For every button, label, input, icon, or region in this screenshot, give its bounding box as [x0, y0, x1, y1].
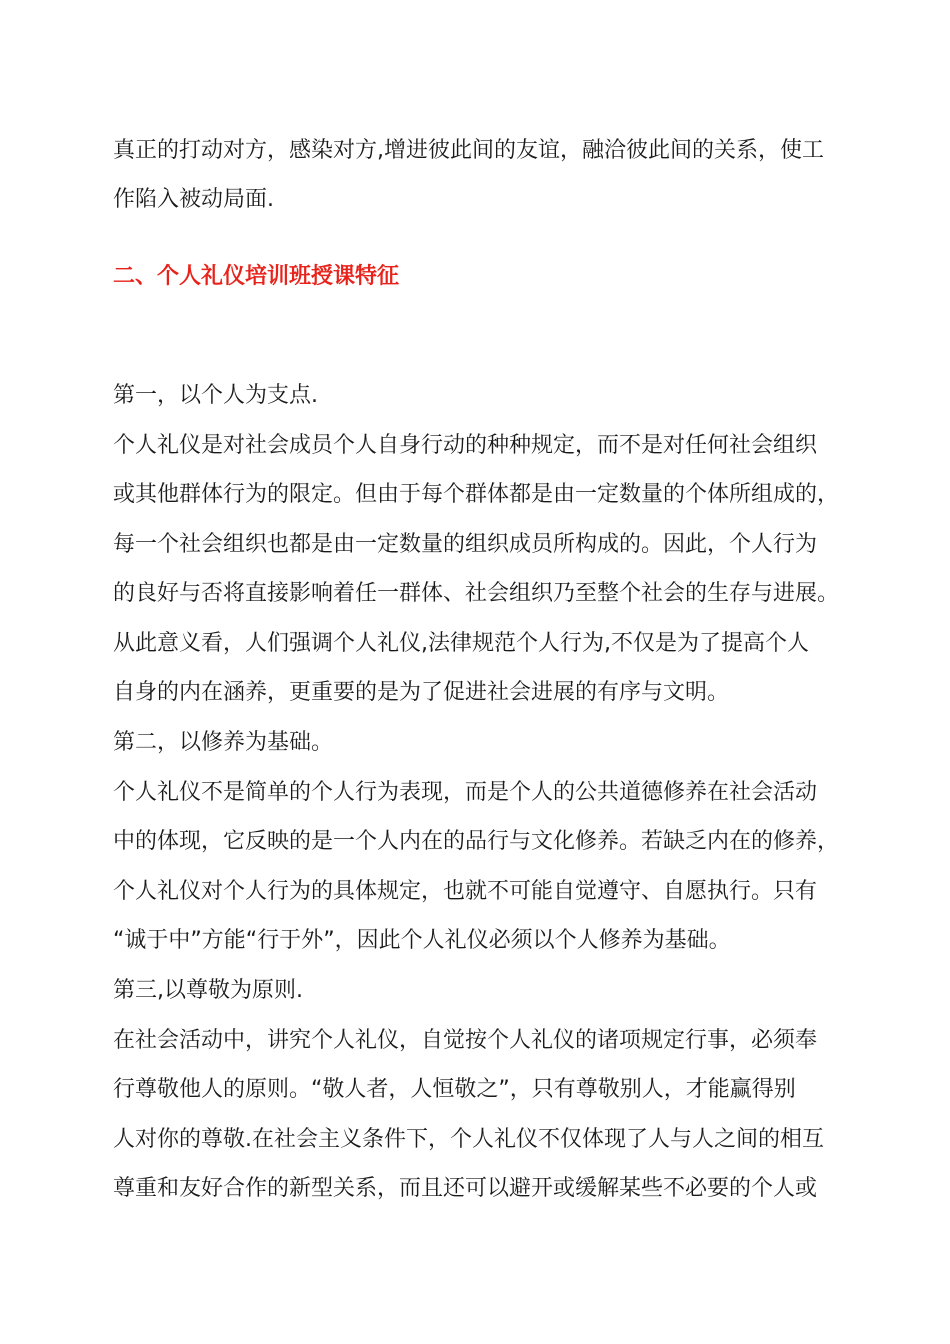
intro-line-1: 真正的打动对方，感染对方,增进彼此间的友谊，融洽彼此间的关系，使工 [113, 138, 824, 163]
body-line: 在社会活动中，讲究个人礼仪，自觉按个人礼仪的诸项规定行事，必须奉 [113, 1028, 818, 1053]
body-line: 个人礼仪是对社会成员个人自身行动的种种规定，而不是对任何社会组织 [113, 433, 818, 458]
body-line: 第一，以个人为支点. [113, 383, 318, 408]
body-line: “诚于中”方能“行于外”，因此个人礼仪必须以个人修养为基础。 [113, 928, 731, 953]
intro-line-2: 作陷入被动局面. [113, 187, 274, 212]
body-line: 行尊敬他人的原则。“敬人者，人恒敬之”，只有尊敬别人，才能赢得别 [113, 1077, 796, 1102]
body-line: 每一个社会组织也都是由一定数量的组织成员所构成的。因此，个人行为 [113, 532, 818, 557]
body-line: 或其他群体行为的限定。但由于每个群体都是由一定数量的个体所组成的， [113, 482, 840, 507]
body-line: 个人礼仪不是简单的个人行为表现，而是个人的公共道德修养在社会活动 [113, 780, 818, 805]
body-line: 尊重和友好合作的新型关系，而且还可以避开或缓解某些不必要的个人或 [113, 1176, 818, 1201]
body-line: 个人礼仪对个人行为的具体规定，也就不可能自觉遵守、自愿执行。只有 [113, 879, 818, 904]
body-line: 的良好与否将直接影响着任一群体、社会组织乃至整个社会的生存与进展。 [113, 581, 840, 606]
body-line: 第三,以尊敬为原则. [113, 978, 303, 1003]
section-heading: 二、个人礼仪培训班授课特征 [113, 264, 400, 289]
body-line: 自身的内在涵养，更重要的是为了促进社会进展的有序与文明。 [113, 680, 730, 705]
body-line: 人对你的尊敬.在社会主义条件下，个人礼仪不仅体现了人与人之间的相互 [113, 1127, 824, 1152]
body-line: 中的体现，它反映的是一个人内在的品行与文化修养。若缺乏内在的修养， [113, 829, 840, 854]
body-line: 从此意义看，人们强调个人礼仪,法律规范个人行为,不仅是为了提高个人 [113, 631, 809, 656]
body-line: 第二，以修养为基础。 [113, 730, 334, 755]
